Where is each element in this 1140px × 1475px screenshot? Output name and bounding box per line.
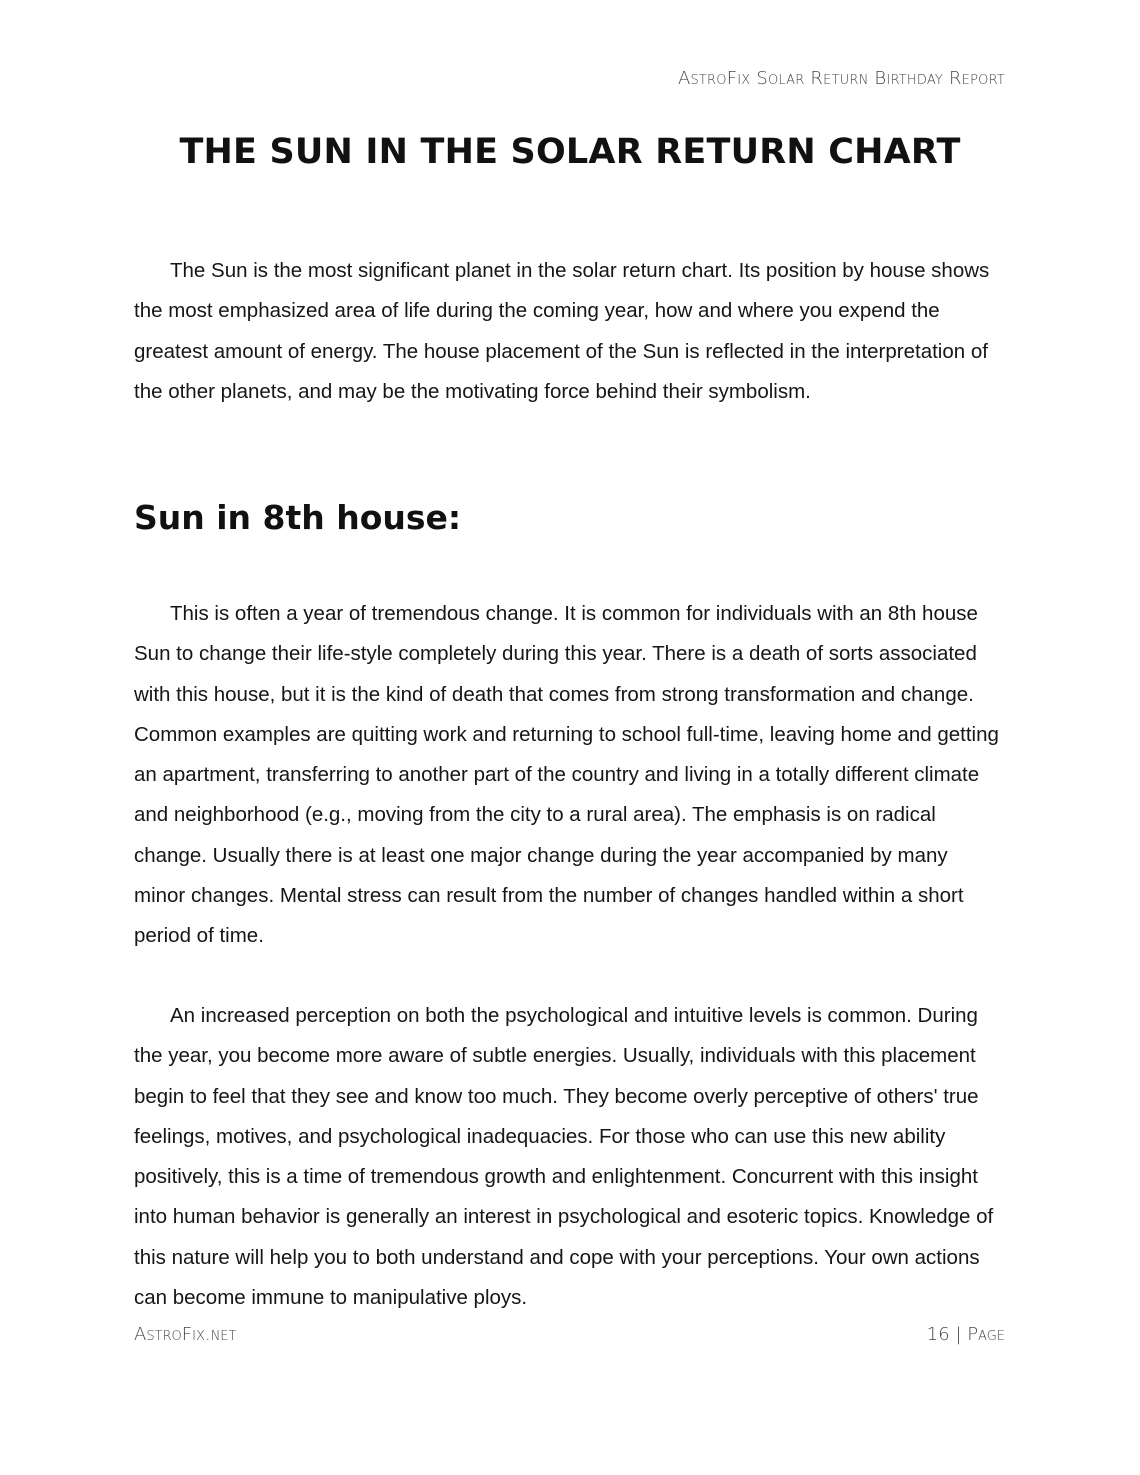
intro-paragraph-text: The Sun is the most significant planet in the solar return chart. Its position by house shows the most emphasized area of life during the coming year, how and where you expend the greatest amount of energy. The house placement of the Sun is reflected in the interpretation of the other planets, and may be the motivating force behind their symbolism. [134,259,990,403]
section-paragraph [134,996,1004,1318]
section-heading: Sun in 8th house: [134,498,462,537]
section-paragraph [134,594,1004,957]
footer-page-number: 16 | Page [926,1324,1005,1345]
section-paragraph-text: This is often a year of tremendous change. It is common for individuals with an 8th house Sun to change their life-style completely during this year. There is a death of sorts associated with this house, but it is the kind of death that comes from strong transformation and change. Common examples are quitting work and returning to school full-time, leaving home and getting an apartment, transferring to another part of the country and living in a totally different climate and neighborhood (e.g., moving from the city to a rural area). The emphasis is on radical change. Usually there is at least one major change during the year accompanied by many minor changes. Mental stress can result from the number of changes handled within a short period of time. [134,602,999,948]
footer-site-name: AstroFix.net [134,1324,237,1345]
page-title: THE SUN IN THE SOLAR RETURN CHART [179,132,961,172]
intro-paragraph [134,251,1004,412]
section-paragraph-text: An increased perception on both the psychological and intuitive levels is common. During the year, you become more aware of subtle energies. Usually, individuals with this placement begin to feel that they see and know too much. They become overly perceptive of others' true feelings, motives, and psychological inadequacies. For those who can use this new ability positively, this is a time of tremendous growth and enlightenment. Concurrent with this insight into human behavior is generally an interest in psychological and esoteric topics. Knowledge of this nature will help you to both understand and cope with your perceptions. Your own actions can become immune to manipulative ploys. [134,1004,994,1310]
running-header: AstroFix Solar Return Birthday Report [677,68,1005,89]
